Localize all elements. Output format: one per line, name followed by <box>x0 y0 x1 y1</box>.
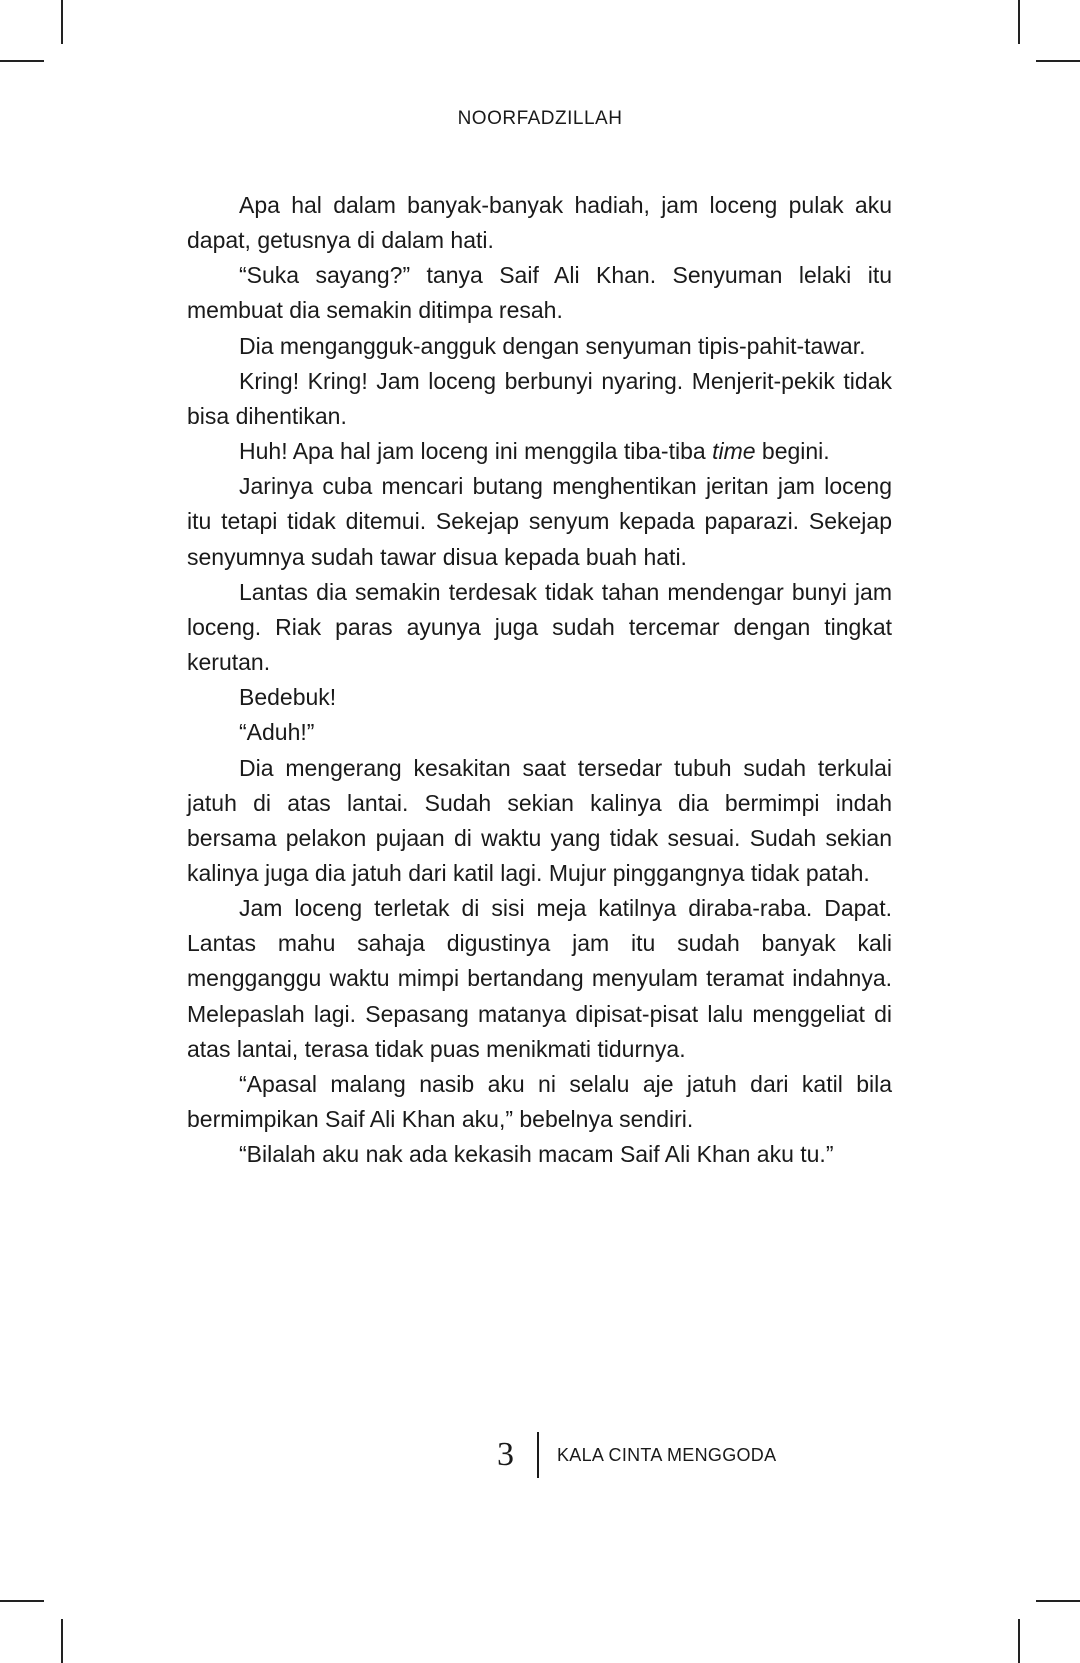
paragraph: Bedebuk! <box>239 684 337 711</box>
paragraph: “Apasal malang nasib aku ni selalu aje jatuh dari katil bila bermimpikan Saif Ali Khan aku,” bebelnya sendiri. <box>187 1070 892 1133</box>
page-footer <box>0 1432 1080 1478</box>
paragraph: Kring! Kring! Jam loceng berbunyi nyaring. Menjerit-pekik tidak bisa dihentikan. <box>187 367 892 429</box>
paragraph: Jam loceng terletak di sisi meja katilnya diraba-raba. Dapat. Lantas mahu sahaja digustinya jam itu sudah banyak kali mengganggu waktu mimpi bertandang menyulam teramat indahnya. Melepaslah lagi. Sepasang matanya dipisat-pisat lalu menggeliat di atas lantai, terasa tidak puas menikmati tidurnya. <box>187 895 892 1062</box>
paragraph: Dia mengerang kesakitan saat tersedar tubuh sudah terkulai jatuh di atas lantai. Sudah sekian kalinya dia bermimpi indah bersama pelakon pujaan di waktu yang tidak sesuai. Sudah sekian kalinya juga dia jatuh dari katil lagi. Mujur pinggangnya tidak patah. <box>187 754 892 886</box>
paragraph: “Aduh!” <box>239 719 315 746</box>
paragraph: “Suka sayang?” tanya Saif Ali Khan. Senyuman lelaki itu membuat dia semakin ditimpa resah. <box>187 262 892 324</box>
body-text <box>187 188 892 1172</box>
crop-mark-bottom-left-vertical <box>61 1619 63 1663</box>
italic-word: time <box>712 438 756 465</box>
crop-mark-bottom-right-horizontal <box>1036 1600 1080 1602</box>
page-number: 3 <box>497 1436 514 1473</box>
crop-mark-bottom-right-vertical <box>1018 1619 1020 1663</box>
running-head-author: NOORFADZILLAH <box>457 108 623 129</box>
book-title: KALA CINTA MENGGODA <box>557 1445 777 1465</box>
paragraph: Dia mengangguk-angguk dengan senyuman tipis-pahit-tawar. <box>239 332 866 359</box>
crop-mark-bottom-left-horizontal <box>0 1600 44 1602</box>
footer-divider <box>537 1432 539 1478</box>
paragraph: Jarinya cuba mencari butang menghentikan jeritan jam loceng itu tetapi tidak ditemui. Sekejap senyum kepada paparazi. Sekejap senyumnya sudah tawar disua kepada buah hati. <box>187 473 892 570</box>
paragraph <box>187 434 892 469</box>
crop-mark-top-left-vertical <box>61 0 63 44</box>
paragraph: Apa hal dalam banyak-banyak hadiah, jam loceng pulak aku dapat, getusnya di dalam hati. <box>187 192 892 254</box>
crop-mark-top-left-horizontal <box>0 60 44 62</box>
paragraph: Lantas dia semakin terdesak tidak tahan mendengar bunyi jam loceng. Riak paras ayunya juga sudah tercemar dengan tingkat kerutan. <box>187 578 892 676</box>
crop-mark-top-right-vertical <box>1018 0 1020 44</box>
crop-mark-top-right-horizontal <box>1036 60 1080 62</box>
paragraph-text: begini. <box>755 438 830 465</box>
paragraph: “Bilalah aku nak ada kekasih macam Saif Ali Khan aku tu.” <box>239 1141 834 1168</box>
paragraph-text: Huh! Apa hal jam loceng ini menggila tiba-tiba <box>239 438 713 465</box>
